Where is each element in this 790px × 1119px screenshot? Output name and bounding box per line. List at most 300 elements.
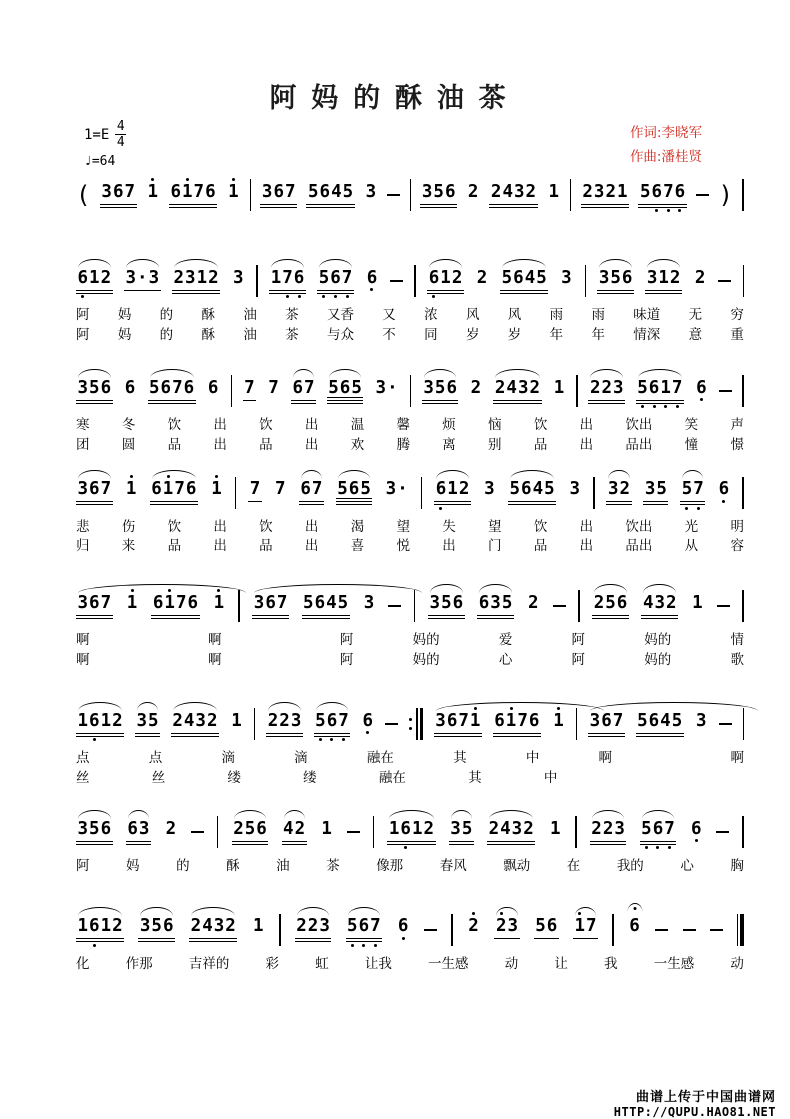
lyrics-row-1 bbox=[76, 858, 744, 875]
lyric-syllable: 憧 bbox=[684, 436, 699, 453]
note-digit: 1 bbox=[321, 818, 332, 839]
note-digit: 6 bbox=[112, 181, 124, 202]
duration-dash bbox=[718, 280, 731, 282]
note-digit: 5 bbox=[441, 593, 452, 613]
note-digit: 2 bbox=[476, 267, 488, 288]
lyric-syllable: 阿 bbox=[76, 326, 90, 343]
note-digit: 6 bbox=[362, 710, 374, 731]
note-group bbox=[346, 916, 383, 943]
notes-row bbox=[76, 172, 744, 218]
duration-dash bbox=[719, 390, 732, 392]
note-digit: 2 bbox=[669, 267, 681, 288]
note-digit: 3 bbox=[450, 818, 461, 839]
note-digit: 3 bbox=[696, 710, 707, 731]
note-digit: 6 bbox=[478, 593, 490, 613]
system-4 bbox=[76, 470, 744, 556]
note-group bbox=[449, 819, 474, 846]
note-digit: 7 bbox=[100, 593, 112, 613]
note-digit: 2 bbox=[112, 916, 123, 937]
lyric-syllable: 阿 bbox=[339, 652, 354, 669]
lyric-syllable: 阿 bbox=[76, 857, 90, 874]
note-digit: 6 bbox=[183, 377, 195, 398]
lyric-syllable: 品出 bbox=[625, 436, 653, 453]
note-digit: 5 bbox=[637, 710, 648, 731]
note-digit: 2 bbox=[694, 267, 706, 288]
lyrics-row-1 bbox=[76, 519, 744, 536]
note-digit: 5 bbox=[536, 267, 547, 288]
note-group bbox=[135, 711, 160, 738]
note-digit: 4 bbox=[326, 593, 337, 613]
note-digit: 2 bbox=[458, 479, 470, 500]
note-digit: 2 bbox=[525, 181, 537, 202]
note-group bbox=[588, 378, 625, 405]
note-digit: 7 bbox=[671, 377, 683, 398]
lyric-syllable: 让我 bbox=[364, 955, 392, 972]
note-digit: 6 bbox=[435, 479, 447, 500]
lyric-syllable: 啊 bbox=[207, 652, 222, 669]
note-digit: 2 bbox=[619, 479, 631, 500]
note-digit: 3 bbox=[507, 916, 519, 937]
note-group bbox=[314, 711, 351, 738]
lyric-syllable: 失 bbox=[442, 518, 456, 535]
note-digit: 3 bbox=[613, 377, 624, 398]
note-digit: 3 bbox=[101, 181, 112, 202]
note-digit: 5 bbox=[342, 181, 354, 202]
slur-arc bbox=[78, 259, 111, 268]
note-digit: 2 bbox=[605, 181, 616, 202]
lyric-syllable: 出 bbox=[213, 518, 227, 535]
note-group bbox=[384, 479, 409, 506]
barline bbox=[254, 708, 255, 740]
note-digit: 4 bbox=[506, 377, 517, 398]
barline bbox=[743, 265, 744, 297]
lyric-syllable: 的 bbox=[159, 307, 174, 323]
lyric-syllable: 风 bbox=[465, 307, 480, 323]
slur-arc bbox=[297, 907, 330, 916]
lyric-syllable: 妈的 bbox=[412, 632, 440, 649]
lyric-syllable: 酥 bbox=[201, 307, 215, 323]
note-digit: 6 bbox=[330, 267, 341, 288]
note-group bbox=[534, 916, 559, 943]
note-digit: 3 bbox=[423, 377, 434, 398]
score bbox=[76, 172, 744, 997]
slur-arc bbox=[191, 907, 235, 916]
note-digit: 3 bbox=[644, 479, 656, 500]
note-digit: 1 bbox=[77, 916, 89, 937]
note-digit: 7 bbox=[276, 593, 288, 613]
note-digit: 3 bbox=[125, 267, 137, 288]
note-digit: 5 bbox=[671, 710, 683, 731]
lyric-syllable: 饮 bbox=[533, 416, 548, 433]
note-digit: 2 bbox=[494, 377, 506, 398]
slur-arc bbox=[594, 584, 627, 593]
note-digit: 1 bbox=[660, 377, 671, 398]
lyric-syllable: 饮 bbox=[259, 518, 273, 535]
note-digit: 5 bbox=[89, 377, 100, 398]
lyric-syllable: 中 bbox=[543, 769, 558, 786]
note-digit: 6 bbox=[674, 181, 686, 202]
lyric-syllable: 别 bbox=[488, 436, 502, 453]
lyric-syllable: 声 bbox=[730, 416, 744, 433]
note-group bbox=[362, 593, 376, 620]
note-digit: 5 bbox=[315, 710, 326, 731]
note-digit: 1 bbox=[125, 479, 137, 500]
barline bbox=[410, 375, 411, 407]
note-digit: 3 bbox=[429, 593, 441, 613]
lyric-syllable: 重 bbox=[730, 326, 744, 343]
slur-arc bbox=[429, 259, 462, 268]
note-group bbox=[581, 182, 629, 209]
slur-arc bbox=[642, 810, 675, 819]
slur-arc bbox=[293, 369, 314, 378]
lyric-syllable: 油 bbox=[243, 326, 257, 343]
barline bbox=[593, 477, 594, 509]
note-group bbox=[164, 819, 178, 846]
note-digit: 7 bbox=[124, 181, 136, 202]
note-group bbox=[76, 711, 124, 738]
note-digit: 6 bbox=[348, 479, 360, 500]
lyric-syllable: 穷 bbox=[730, 307, 744, 323]
lyric-syllable: 腾 bbox=[396, 436, 410, 453]
duration-dash bbox=[683, 929, 696, 931]
note-digit: 6 bbox=[162, 916, 174, 937]
note-group bbox=[643, 479, 668, 506]
note-digit: 2 bbox=[307, 916, 319, 937]
note-digit: 6 bbox=[151, 479, 162, 500]
slur-arc bbox=[268, 702, 301, 711]
lyric-syllable: 寒 bbox=[76, 416, 90, 433]
note-group bbox=[100, 182, 137, 209]
lyric-syllable: 缕 bbox=[303, 769, 317, 786]
slur-arc bbox=[78, 470, 111, 479]
note-group bbox=[695, 711, 709, 738]
lyric-syllable: 离 bbox=[442, 436, 456, 453]
note-digit: 6 bbox=[77, 267, 89, 288]
note-digit: 5 bbox=[681, 479, 693, 500]
note-digit: 6 bbox=[160, 377, 172, 398]
lyric-syllable: 年 bbox=[591, 326, 605, 343]
note-digit: 6 bbox=[629, 916, 640, 937]
note-digit: 6 bbox=[397, 916, 409, 937]
lyric-syllable: 门 bbox=[488, 538, 502, 555]
note-digit: 5 bbox=[318, 267, 330, 288]
repeat-end-barline bbox=[409, 708, 423, 740]
note-group bbox=[169, 182, 217, 209]
note-digit: 7 bbox=[517, 710, 528, 731]
tempo-line bbox=[84, 154, 126, 169]
slur-arc bbox=[78, 584, 246, 593]
note-group bbox=[588, 711, 625, 738]
slur-arc bbox=[592, 810, 625, 819]
note-digit: 6 bbox=[100, 377, 112, 398]
note-digit: 1 bbox=[126, 593, 138, 613]
note-digit: 3 bbox=[569, 479, 580, 500]
note-digit: 6 bbox=[124, 377, 136, 398]
note-digit: 3 bbox=[138, 818, 150, 839]
lyrics-row-1 bbox=[76, 750, 744, 767]
slur-arc bbox=[301, 470, 322, 479]
system-2 bbox=[76, 258, 744, 344]
note-group bbox=[365, 268, 379, 295]
note-digit: 2 bbox=[488, 818, 500, 839]
note-group bbox=[76, 819, 113, 846]
slur-arc bbox=[590, 702, 758, 711]
note-group bbox=[227, 182, 241, 209]
note-group bbox=[689, 819, 703, 846]
lyric-syllable: 啊 bbox=[76, 632, 90, 649]
lyric-syllable: 油 bbox=[276, 857, 290, 874]
notes-row bbox=[76, 583, 744, 629]
note-digit: 1 bbox=[658, 267, 669, 288]
note-digit: 2 bbox=[601, 377, 613, 398]
lyric-syllable: 妈的 bbox=[644, 632, 672, 649]
lyric-syllable: 缕 bbox=[227, 769, 241, 786]
note-digit: 3 bbox=[261, 181, 273, 202]
note-digit: 1 bbox=[549, 818, 561, 839]
note-digit: 3 bbox=[253, 593, 265, 613]
credits bbox=[630, 122, 702, 169]
note-digit: 7 bbox=[249, 479, 261, 500]
note-digit: 6 bbox=[89, 710, 100, 731]
note-group bbox=[148, 378, 196, 405]
note-group bbox=[243, 378, 257, 405]
lyric-syllable: 阿 bbox=[339, 632, 354, 649]
note-digit: 1 bbox=[553, 710, 564, 731]
barline bbox=[451, 914, 452, 946]
lyric-syllable: 啊 bbox=[598, 750, 613, 766]
slur-arc bbox=[78, 907, 122, 916]
note-digit: 6 bbox=[718, 479, 730, 500]
slur-arc bbox=[254, 584, 422, 593]
system-5 bbox=[76, 583, 744, 669]
note-digit: 5 bbox=[303, 593, 314, 613]
lyric-syllable: 出 bbox=[579, 416, 594, 433]
lyric-syllable: 情深 bbox=[633, 326, 661, 343]
duration-dash bbox=[347, 831, 360, 833]
note-digit: 3 bbox=[607, 479, 619, 500]
lyric-syllable: 团 bbox=[76, 436, 90, 453]
slur-arc bbox=[590, 369, 623, 378]
slur-arc bbox=[271, 259, 304, 268]
lyric-syllable: 滴 bbox=[294, 750, 308, 766]
note-group bbox=[267, 378, 281, 405]
slur-arc bbox=[436, 470, 469, 479]
note-digit: 2 bbox=[666, 593, 677, 613]
lyric-syllable: 动 bbox=[504, 955, 519, 972]
note-digit: 6 bbox=[265, 593, 276, 613]
note-digit: 7 bbox=[100, 479, 112, 500]
note-group bbox=[317, 268, 354, 295]
note-group bbox=[171, 711, 219, 738]
barline bbox=[743, 708, 744, 740]
lyric-syllable: 出 bbox=[304, 518, 319, 535]
lyric-syllable: 春风 bbox=[439, 857, 467, 874]
note-group bbox=[282, 819, 307, 846]
note-digit: 1 bbox=[469, 710, 481, 731]
note-digit: 2 bbox=[468, 916, 479, 937]
note-group bbox=[252, 593, 289, 620]
lyric-syllable: 酥 bbox=[201, 326, 215, 343]
slur-arc bbox=[348, 907, 381, 916]
note-digit: 3 bbox=[598, 267, 610, 288]
slur-arc bbox=[479, 584, 512, 593]
note-group bbox=[691, 593, 705, 620]
note-digit: 3 bbox=[77, 479, 89, 500]
note-digit: 2 bbox=[529, 377, 541, 398]
slur-arc bbox=[174, 259, 218, 268]
note-digit: 2 bbox=[233, 818, 244, 839]
note-digit: 5 bbox=[639, 181, 651, 202]
note-digit: 6 bbox=[616, 593, 628, 613]
note-group bbox=[680, 479, 705, 506]
slur-arc bbox=[284, 810, 305, 819]
barline bbox=[742, 590, 743, 622]
lyric-syllable: 化 bbox=[76, 955, 90, 972]
lyrics-row-1 bbox=[76, 632, 744, 649]
note-digit: 5 bbox=[148, 710, 159, 731]
note-digit: 3 bbox=[139, 916, 151, 937]
note-digit: 6 bbox=[601, 710, 612, 731]
notes-row bbox=[76, 368, 744, 414]
note-group bbox=[422, 378, 459, 405]
lyric-syllable: 望 bbox=[396, 518, 410, 535]
fermata-icon bbox=[627, 903, 642, 912]
note-digit: 6 bbox=[207, 377, 219, 398]
note-digit: 6 bbox=[314, 593, 326, 613]
note-digit: 2 bbox=[523, 818, 534, 839]
lyricist-credit: 作词:李晓军 bbox=[629, 125, 702, 141]
note-digit: 6 bbox=[100, 818, 112, 839]
lyric-syllable: 温 bbox=[350, 416, 365, 433]
lyric-syllable: 年 bbox=[549, 326, 564, 343]
lyric-syllable: 又 bbox=[382, 307, 396, 323]
lyric-syllable: 动 bbox=[730, 955, 744, 972]
footer-site-url: HTTP://QUPU.HAO81.NET bbox=[613, 1105, 776, 1119]
slur-arc bbox=[140, 907, 173, 916]
lyric-syllable: 雨 bbox=[549, 307, 564, 323]
note-digit: 6 bbox=[358, 916, 370, 937]
slur-arc bbox=[234, 810, 267, 819]
note-digit: 3 bbox=[490, 593, 501, 613]
lyric-syllable: 其 bbox=[453, 750, 467, 766]
note-digit: 5 bbox=[535, 916, 546, 937]
lyric-syllable: 归 bbox=[76, 538, 90, 555]
note-digit: 1 bbox=[447, 479, 458, 500]
lyric-syllable: 彩 bbox=[265, 955, 280, 972]
lyric-syllable: 像那 bbox=[376, 857, 404, 874]
duration-dash bbox=[716, 831, 729, 833]
lyric-syllable: 一生感 bbox=[653, 955, 695, 972]
note-group bbox=[469, 378, 483, 405]
note-digit: 5 bbox=[544, 479, 555, 500]
note-digit: 5 bbox=[433, 181, 444, 202]
note-digit: 3 bbox=[148, 267, 160, 288]
note-digit: 5 bbox=[461, 818, 473, 839]
time-signature-numerator: 4 bbox=[116, 119, 125, 134]
note-digit: 1 bbox=[505, 710, 517, 731]
note-digit: 6 bbox=[170, 181, 181, 202]
note-digit: 2 bbox=[267, 710, 279, 731]
lyric-syllable: 胸 bbox=[730, 857, 744, 874]
note-digit: 1 bbox=[182, 181, 193, 202]
note-digit: 7 bbox=[585, 916, 597, 937]
note-digit: 4 bbox=[183, 710, 195, 731]
barline bbox=[575, 816, 576, 848]
lyrics-row-1 bbox=[76, 417, 744, 434]
lyric-syllable: 饮 bbox=[533, 518, 548, 535]
note-group bbox=[638, 182, 686, 209]
note-digit: 7 bbox=[341, 267, 353, 288]
note-group bbox=[210, 479, 224, 506]
slur-arc bbox=[128, 810, 149, 819]
note-digit: 2 bbox=[467, 181, 479, 202]
lyric-syllable: 望 bbox=[488, 518, 502, 535]
note-digit: 6 bbox=[528, 710, 540, 731]
lyric-syllable: 其 bbox=[468, 769, 482, 786]
note-group bbox=[387, 819, 435, 846]
lyric-syllable: 阿 bbox=[571, 652, 586, 669]
barline bbox=[421, 477, 422, 509]
duration-dash bbox=[719, 723, 732, 725]
note-digit: 5 bbox=[434, 377, 446, 398]
lyric-syllable: 从 bbox=[684, 538, 699, 555]
note-group bbox=[695, 378, 709, 405]
lyric-syllable: 出 bbox=[304, 538, 319, 555]
notes-row bbox=[76, 470, 744, 516]
note-group bbox=[640, 819, 677, 846]
lyric-syllable: 意 bbox=[688, 326, 703, 343]
note-digit: 6 bbox=[546, 916, 558, 937]
lyric-syllable: 品 bbox=[533, 436, 548, 453]
note-digit: 2 bbox=[208, 267, 219, 288]
lyric-syllable: 饮出 bbox=[625, 416, 653, 433]
note-digit: 6 bbox=[89, 916, 100, 937]
note-group bbox=[420, 182, 457, 209]
note-group bbox=[592, 593, 629, 620]
lyric-syllable: 油 bbox=[243, 307, 257, 323]
note-digit: 6 bbox=[366, 267, 378, 288]
note-digit: 4 bbox=[331, 181, 342, 202]
note-digit: 6 bbox=[521, 479, 532, 500]
note-group bbox=[552, 711, 566, 738]
lyric-syllable: 出 bbox=[579, 538, 594, 555]
note-group bbox=[628, 916, 642, 943]
note-digit: 2 bbox=[112, 710, 123, 731]
note-digit: 7 bbox=[284, 181, 296, 202]
barline bbox=[576, 375, 577, 407]
repeat-barline-thick bbox=[420, 708, 424, 740]
note-digit: 2 bbox=[100, 267, 112, 288]
lyric-syllable: 品 bbox=[259, 538, 273, 555]
note-digit: 3 bbox=[517, 377, 529, 398]
barline bbox=[742, 179, 743, 211]
note-group bbox=[477, 593, 514, 620]
lyrics-row-2 bbox=[76, 538, 744, 555]
note-group bbox=[493, 711, 541, 738]
lyric-syllable: 丝 bbox=[151, 769, 166, 786]
note-digit: 6 bbox=[444, 181, 456, 202]
lyric-syllable: 品 bbox=[533, 538, 548, 555]
note-digit: 1 bbox=[270, 267, 282, 288]
lyric-syllable: 妈的 bbox=[644, 652, 672, 669]
note-digit: 7 bbox=[693, 479, 704, 500]
barline bbox=[578, 590, 579, 622]
notes-row bbox=[76, 809, 744, 855]
note-digit: · bbox=[397, 479, 408, 500]
note-digit: · bbox=[137, 267, 148, 288]
note-digit: 2 bbox=[470, 377, 482, 398]
note-digit: 3 bbox=[646, 267, 658, 288]
